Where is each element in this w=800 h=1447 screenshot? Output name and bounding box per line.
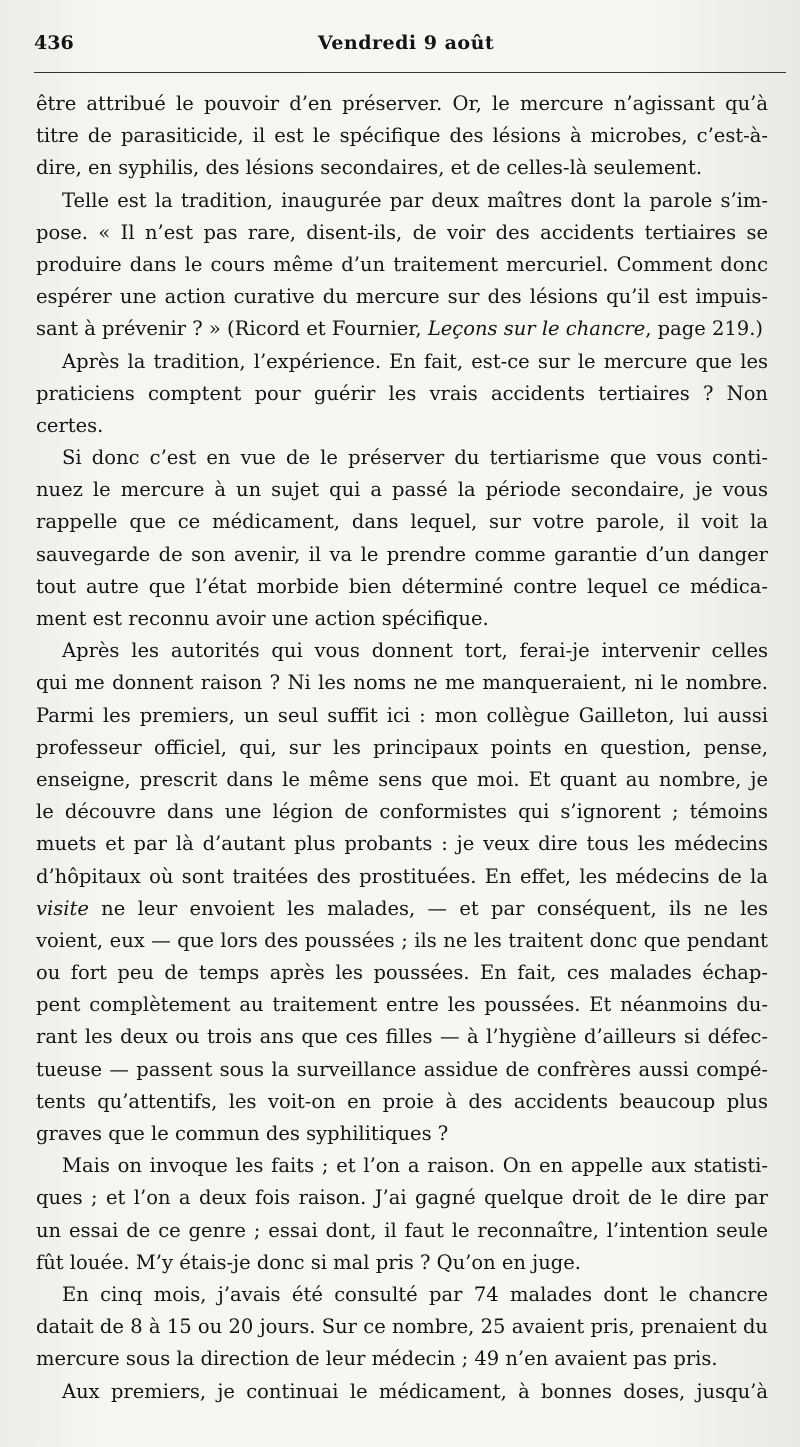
text-line — [36, 1118, 768, 1150]
text-segment: qui me donnent raison ? Ni les noms ne me manqueraient, ni le nombre. — [36, 671, 768, 695]
text-segment: ques ; et l’on a deux fois raison. J’ai gagné quelque droit de le dire par — [36, 1186, 768, 1210]
text-line — [36, 828, 768, 860]
text-line — [36, 893, 768, 925]
text-line — [36, 313, 768, 345]
text-line — [36, 1086, 768, 1118]
text-line — [36, 764, 768, 796]
text-segment: pent complètement au traitement entre les poussées. Et néanmoins du- — [36, 993, 768, 1017]
text-segment: produire dans le cours même d’un traitement mercuriel. Comment donc — [36, 252, 768, 276]
running-head — [34, 30, 778, 60]
text-segment: ou fort peu de temps après les poussées. En fait, ces malades échap- — [36, 961, 768, 985]
text-segment: Après la tradition, l’expérience. En fait, est-ce sur le mercure que les — [62, 349, 768, 373]
text-line — [36, 571, 768, 603]
header-rule — [34, 72, 786, 73]
text-segment: un essai de ce genre ; essai dont, il faut le reconnaître, l’intention seule — [36, 1218, 768, 1242]
text-segment: voient, eux — que lors des poussées ; ils ne les traitent donc que pendant — [36, 928, 768, 952]
text-line — [36, 1182, 768, 1214]
text-segment: d’hôpitaux où sont traitées des prostituées. En effet, les médecins de la — [36, 864, 768, 888]
text-line — [36, 957, 768, 989]
text-line — [36, 152, 768, 184]
text-line — [36, 1247, 768, 1279]
text-segment: sant à prévenir ? » (Ricord et Fournier, — [36, 317, 428, 341]
text-line — [36, 185, 768, 217]
text-segment: Telle est la tradition, inaugurée par deux maîtres dont la parole s’im- — [62, 188, 768, 212]
text-segment: enseigne, prescrit dans le même sens que moi. Et quant au nombre, je — [36, 767, 768, 791]
text-line — [36, 700, 768, 732]
text-segment: espérer une action curative du mercure sur des lésions qu’il est impuis- — [36, 285, 768, 309]
text-line — [36, 1376, 768, 1408]
text-segment: certes. — [36, 413, 104, 437]
text-line — [36, 1021, 768, 1053]
text-line — [36, 88, 768, 120]
text-line — [36, 1150, 768, 1182]
text-segment: ne leur envoient les malades, — et par conséquent, ils ne les — [88, 896, 768, 920]
text-segment: tents qu’attentifs, les voit-on en proie à des accidents beaucoup plus — [36, 1089, 768, 1113]
text-segment: , page 219.) — [645, 317, 764, 341]
text-segment: Aux premiers, je continuai le médicament, à bonnes doses, jusqu’à — [62, 1379, 768, 1403]
text-line — [36, 120, 768, 152]
text-segment: dire, en syphilis, des lésions secondaires, et de celles-là seulement. — [36, 156, 703, 180]
text-line — [36, 474, 768, 506]
text-line — [36, 796, 768, 828]
text-line — [36, 281, 768, 313]
text-line — [36, 635, 768, 667]
text-segment: graves que le commun des syphilitiques ? — [36, 1122, 449, 1145]
italic-text-segment: Leçons sur le chancre — [427, 317, 646, 341]
text-line — [36, 539, 768, 571]
text-segment: En cinq mois, j’avais été consulté par 74 malades dont le chancre — [62, 1282, 768, 1306]
text-line — [36, 1054, 768, 1086]
text-line — [36, 989, 768, 1021]
page-number: 436 — [34, 32, 74, 54]
running-title: Vendredi 9 août — [317, 32, 495, 54]
text-line — [36, 667, 768, 699]
text-segment: être attribué le pouvoir d’en préserver. Or, le mercure n’agissant qu’à — [36, 92, 768, 115]
text-line — [36, 861, 768, 893]
text-line — [36, 1311, 768, 1343]
text-line — [36, 217, 768, 249]
text-line — [36, 1279, 768, 1311]
text-segment: rant les deux ou trois ans que ces filles — à l’hygiène d’ailleurs si défec- — [36, 1025, 768, 1049]
text-segment: tueuse — passent sous la surveillance assidue de confrères aussi compé- — [36, 1057, 768, 1081]
text-segment: fût louée. M’y étais-je donc si mal pris ? Qu’on en juge. — [36, 1250, 581, 1274]
text-segment: professeur officiel, qui, sur les principaux points en question, pense, — [36, 735, 768, 759]
text-segment: Mais on invoque les faits ; et l’on a raison. On en appelle aux statisti- — [62, 1154, 768, 1178]
text-line — [36, 506, 768, 538]
text-line — [36, 603, 768, 635]
text-segment: nuez le mercure à un sujet qui a passé la période secondaire, je vous — [36, 478, 768, 502]
text-segment: Si donc c’est en vue de le préserver du tertiarisme que vous conti- — [62, 446, 768, 470]
text-line — [36, 346, 768, 378]
text-segment: pose. « Il n’est pas rare, disent-ils, de voir des accidents tertiaires se — [36, 220, 768, 244]
text-segment: tout autre que l’état morbide bien déterminé contre lequel ce médica- — [36, 574, 768, 598]
text-line — [36, 1343, 768, 1375]
text-segment: le découvre dans une légion de conformistes qui s’ignorent ; témoins — [36, 800, 768, 824]
text-line — [36, 925, 768, 957]
text-segment: mercure sous la direction de leur médecin ; 49 n’en avaient pas pris. — [36, 1347, 718, 1371]
body-text — [36, 88, 768, 1408]
text-segment: praticiens comptent pour guérir les vrais accidents tertiaires ? Non — [36, 381, 768, 405]
italic-text-segment: visite — [36, 896, 89, 920]
text-segment: titre de parasiticide, il est le spécifique des lésions à microbes, c’est-à- — [36, 124, 768, 148]
text-segment: Après les autorités qui vous donnent tort, ferai-je intervenir celles — [62, 639, 768, 663]
text-line — [36, 732, 768, 764]
text-line — [36, 1215, 768, 1247]
text-line — [36, 410, 768, 442]
text-segment: muets et par là d’autant plus probants : je veux dire tous les médecins — [36, 832, 768, 856]
text-segment: sauvegarde de son avenir, il va le prendre comme garantie d’un danger — [36, 542, 768, 566]
text-line — [36, 442, 768, 474]
text-segment: datait de 8 à 15 ou 20 jours. Sur ce nombre, 25 avaient pris, prenaient du — [36, 1315, 768, 1339]
text-segment: rappelle que ce médicament, dans lequel, sur votre parole, il voit la — [36, 510, 768, 534]
text-line — [36, 378, 768, 410]
text-line — [36, 249, 768, 281]
text-segment: Parmi les premiers, un seul suffit ici : mon collègue Gailleton, lui aussi — [36, 703, 768, 727]
text-segment: ment est reconnu avoir une action spécifique. — [36, 607, 489, 630]
